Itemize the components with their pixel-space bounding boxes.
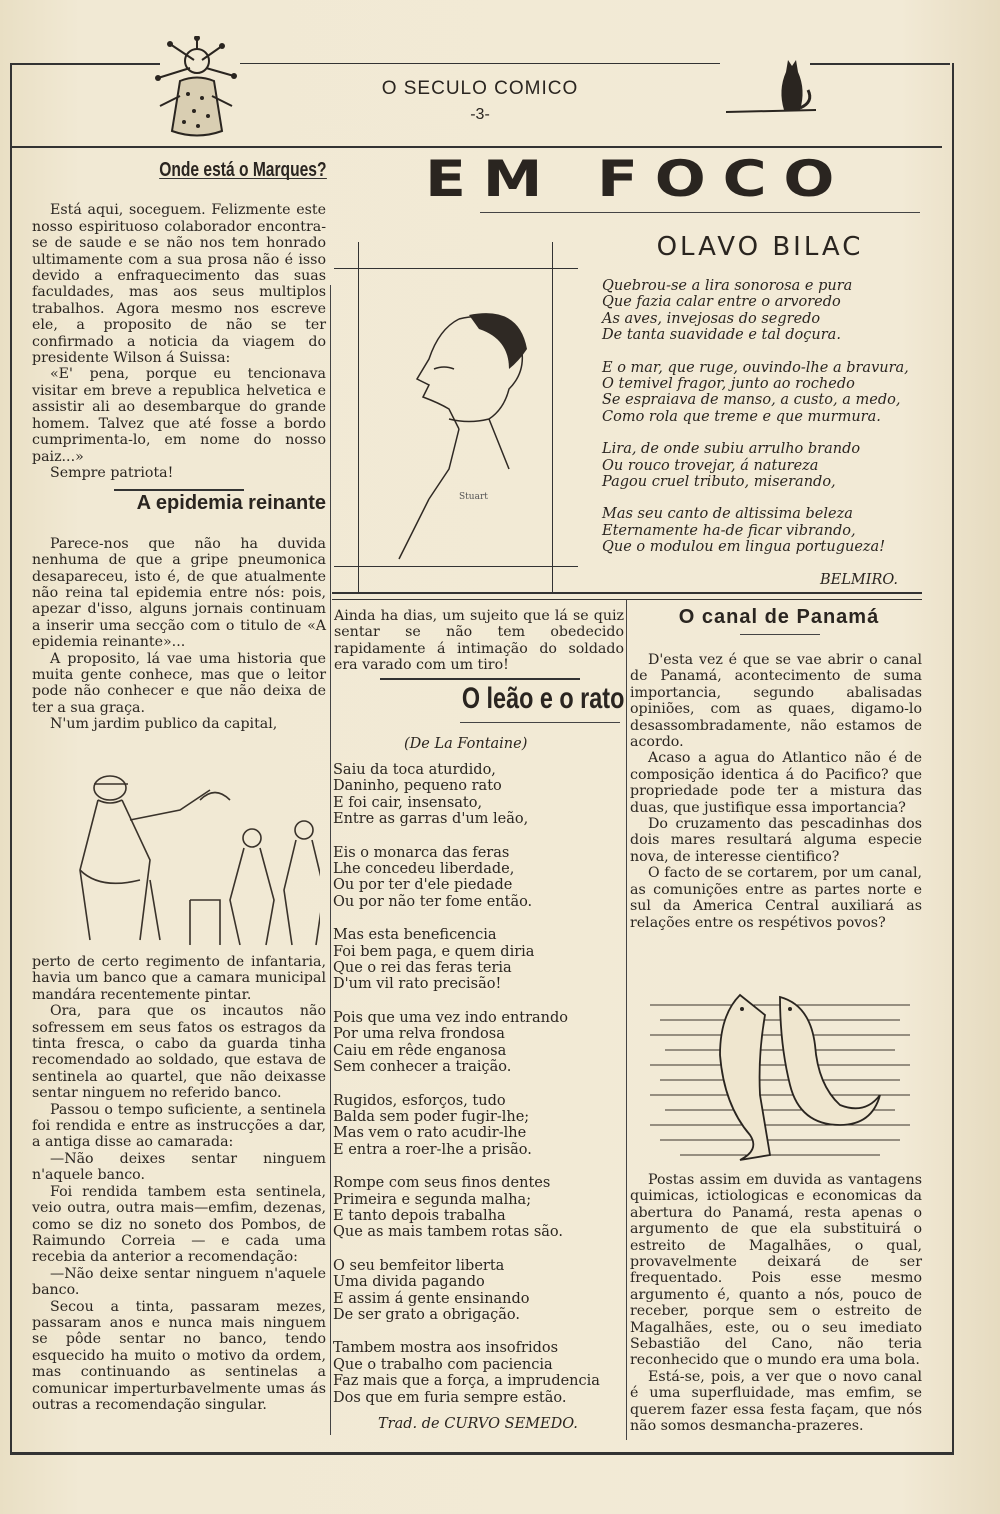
verse-line: Mas vem o rato acudir-lhe — [333, 1125, 527, 1142]
paragraph: Passou o tempo suficiente, a sentinela foi rendida e entre as instrucções a dar, a antiga disse ao camarada: — [32, 1101, 326, 1151]
verse-line: Que fazia calar entre o arvoredo — [602, 294, 841, 311]
foco-title-underline — [480, 212, 920, 213]
page-number: -3- — [470, 106, 490, 123]
verse-line: Como rola que treme e que murmura. — [602, 408, 881, 425]
portrait-frame — [334, 242, 578, 592]
verse-line: Lira, de onde subiu arrulho brando — [602, 441, 861, 458]
verse-line: As aves, invejosas do segredo — [602, 310, 821, 327]
verse-line: D'um vil rato precisão! — [333, 976, 502, 993]
verse-line: Eternamente ha-de ficar vibrando, — [602, 522, 856, 539]
paragraph: A proposito, lá vae uma historia que muita gente conhece, mas que o leitor pode não conhecer e que não deixa de ter a sua graça. — [32, 650, 326, 716]
column-divider — [330, 285, 331, 1435]
verse-line: Balda sem poder fugir-lhe; — [333, 1108, 530, 1125]
paragraph: O facto de se cortarem, por um canal, as comunições entre as partes norte e sul da America Central auxiliará as relações entre os respétivos povos? — [630, 865, 922, 931]
verse-line: Sem conhecer a traição. — [333, 1059, 512, 1076]
separator-ornament — [380, 678, 580, 680]
paragraph: Sempre patriota! — [50, 464, 174, 481]
paragraph: N'um jardim publico da capital, — [50, 716, 278, 733]
verse-line: Daninho, pequeno rato — [333, 778, 502, 795]
page-bottom-rule — [10, 1452, 954, 1455]
stanza — [602, 441, 932, 490]
verse-line: Lhe concedeu liberdade, — [333, 861, 515, 878]
verse-line: E entra a roer-lhe a prisão. — [333, 1141, 532, 1158]
verse-line: Que as mais tambem rotas são. — [333, 1224, 563, 1241]
stanza — [602, 278, 932, 344]
verse-line: Primeira e segunda malha; — [333, 1191, 532, 1208]
verse-line: Ou rouco trovejar, á natureza — [602, 457, 819, 474]
verse-line: Mas seu canto de altissima beleza — [602, 506, 853, 523]
verse-line: Dos que em furia sempre estão. — [333, 1389, 567, 1406]
stanza — [333, 762, 623, 828]
verse-line: Entre as garras d'um leão, — [333, 811, 529, 828]
poem-signature: BELMIRO. — [820, 572, 899, 588]
stanza — [333, 927, 623, 993]
stanza — [333, 1175, 623, 1241]
verse-line: E foi cair, insensato, — [333, 794, 483, 811]
verse-line: Caiu em rêde enganosa — [333, 1042, 507, 1059]
verse-line: Foi bem paga, e quem diria — [333, 943, 535, 960]
verse-line: Ou por não ter fome então. — [333, 893, 533, 910]
paragraph: Está-se, pois, a ver que o novo canal é uma superfluidade, mas emfim, se querem fazer essa festa façam, que nós não somos desmancha-prazeres. — [630, 1368, 922, 1435]
column-three-continued — [630, 1172, 922, 1435]
verse-line: Quebrou-se a lira sonorosa e pura — [602, 278, 853, 294]
title-underline — [740, 634, 820, 635]
stanza — [333, 1340, 623, 1406]
paragraph: Foi rendida tambem esta sentinela, veio outra, outra mais—emfim, dezenas, como se diz no soneto dos Pombos, de Raimundo Correia — e cada uma recebia da anterior a recomendação: — [32, 1183, 326, 1266]
verse-line: De ser grato a obrigação. — [333, 1306, 521, 1323]
bilac-caricature-portrait — [359, 269, 552, 566]
verse-line: Se espraiava de manso, a custo, a medo, — [602, 392, 901, 409]
verse-line: Saiu da toca aturdido, — [333, 762, 496, 778]
paragraph: Acaso a agua do Atlantico não é de composição identica á do Pacifico? que propriedade pode ter a mistura das duas, que justifique essa importancia? — [630, 750, 922, 816]
stanza — [333, 1093, 623, 1159]
verse-line: Pagou cruel tributo, miserando, — [602, 474, 836, 491]
column-one — [32, 159, 326, 733]
column-one-continued — [32, 954, 326, 1413]
paragraph: —Não deixes sentar ninguem n'aquele banco. — [32, 1150, 326, 1184]
poem-subject-name: OLAVO BILAC — [656, 232, 864, 262]
separator-ornament — [114, 489, 244, 491]
paragraph: Parece-nos que não ha duvida nenhuma de que a gripe pneumonica desapareceu, isto é, de que atualmente não reina tal epidemia entre nós: pois, apezar d'isso, alguns jornais continuam a inserir uma secção com o titulo de «A epidemia reinante»... — [32, 535, 326, 651]
verse-line: Por uma relva frondosa — [333, 1026, 505, 1043]
column-two-intro: Ainda ha dias, um sujeito que lá se quiz sentar se não tem obedecido rapidamente á intimação do soldado era varado com um tiro! — [334, 608, 624, 674]
poem-subtitle: (De La Fontaine) — [404, 736, 528, 752]
paragraph: Está aqui, soceguem. Felizmente este nosso espirituoso colaborador encontra-se de saude e se não nos tem honrado ultimamente com a sua prosa não é isso devido a enfraquecimento das suas faculdades, mas aos seus multiplos trabalhos. Agora mesmo nos escreve ele, a proposito de não se ter confirmado a noticia da viagem do presidente Wilson á Suissa: — [32, 202, 326, 367]
verse-line: Rugidos, esforços, tudo — [333, 1092, 506, 1109]
verse-line: De tanta suavidade e tal doçura. — [602, 327, 841, 344]
verse-line: O seu bemfeitor liberta — [333, 1257, 505, 1274]
column-divider — [626, 600, 627, 1440]
translator-credit: Trad. de CURVO SEMEDO. — [378, 1416, 578, 1432]
paragraph: Postas assim em duvida as vantagens quimicas, ictiologicas e economicas da abertura do Panamá, resta apenas o argumento de que ela substituirá o estreito de Magalhães, o qual, provavelmente deixará de ser frequentado. Pois esse mesmo argumento é, quanto a nós, pouco de receber, porque sem o estreito de Magalhães, este, ou o seu imediato Sebastião del Cano, não teria reconhecido que o mundo era uma bola. — [630, 1172, 922, 1369]
two-fish-illustration — [640, 975, 920, 1165]
verse-line: Ou por ter d'ele piedade — [333, 877, 513, 894]
fable-poem — [333, 762, 623, 1423]
verse-line: Rompe com seus finos dentes — [333, 1175, 551, 1192]
verse-line: Que o rei das feras teria — [333, 960, 512, 977]
verse-line: E tanto depois trabalha — [333, 1207, 506, 1224]
bilac-sonnet — [602, 278, 932, 572]
verse-line: Mas esta beneficencia — [333, 927, 497, 944]
verse-line: O temivel fragor, junto ao rochedo — [602, 376, 855, 393]
article-title-panama: O canal de Panamá — [678, 606, 880, 628]
paragraph: D'esta vez é que se vae abrir o canal de Panamá, acontecimento de suma importancia, segundo abalisadas opiniões, com as quaes, digamo-lo desassombradamente, não estamos de acordo. — [630, 652, 922, 751]
stanza — [602, 360, 932, 426]
paragraph: Secou a tinta, passaram mezes, passaram anos e nunca mais ninguem se pôde sentar no banco, tendo esquecido ha muito o motivo da ordem, mas continuando as sentinelas a comunicar imperturbavelmente umas ás outras a recomendação singular. — [32, 1298, 326, 1413]
soldiers-sketch-illustration — [40, 760, 320, 955]
paragraph: Ora, para que os incautos não sofressem em seus fatos os estragos da tinta fresca, o cabo da guarda tinha recomendado ao soldado, que estava de sentinela ao quartel, que não deixasse sentar ninguem no referido banco. — [32, 1003, 326, 1102]
stanza — [602, 506, 932, 555]
em-foco-title: EM FOCO — [425, 150, 852, 208]
masthead-title: O SECULO COMICO — [381, 78, 579, 99]
verse-line: Que o modulou em lingua portugueza! — [602, 539, 886, 556]
stanza — [333, 1258, 623, 1324]
caricature-signature: Stuart — [459, 492, 488, 502]
title-underline — [460, 722, 620, 723]
article-title-marques: Onde está o Marques? — [158, 159, 326, 181]
paragraph: Do cruzamento das pescadinhas dos dois mares resultará alguma especie nova, de interesse cientifico? — [630, 816, 922, 865]
verse-line: Tambem mostra aos insofridos — [333, 1340, 559, 1357]
poem-title-leao-rato: O leão e o rato — [461, 682, 624, 715]
verse-line: Uma divida pagando — [333, 1274, 485, 1291]
article-title-epidemia: A epidemia reinante — [136, 492, 326, 515]
column-three — [630, 652, 922, 931]
verse-line: E o mar, que ruge, ouvindo-lhe a bravura, — [602, 359, 909, 376]
section-rule — [332, 592, 922, 600]
paragraph: «E' pena, porque eu tencionava visitar em breve a republica helvetica e assistir ali ao desembarque do grande homem. Talvez que até fosse a bordo cumprimenta-lo, em nome do nosso paiz...» — [32, 366, 326, 465]
verse-line: Que o trabalho com paciencia — [333, 1356, 553, 1373]
stanza — [333, 845, 623, 911]
verse-line: Faz mais que a força, a imprudencia — [333, 1373, 600, 1390]
stanza — [333, 1010, 623, 1076]
paragraph: —Não deixe sentar ninguem n'aquele banco. — [32, 1265, 326, 1299]
verse-line: Pois que uma vez indo entrando — [333, 1009, 569, 1026]
verse-line: Eis o monarca das feras — [333, 844, 510, 861]
paragraph: perto de certo regimento de infantaria, havia um banco que a camara municipal mandára recentemente pintar. — [32, 954, 326, 1003]
verse-line: E assim á gente ensinando — [333, 1290, 530, 1307]
